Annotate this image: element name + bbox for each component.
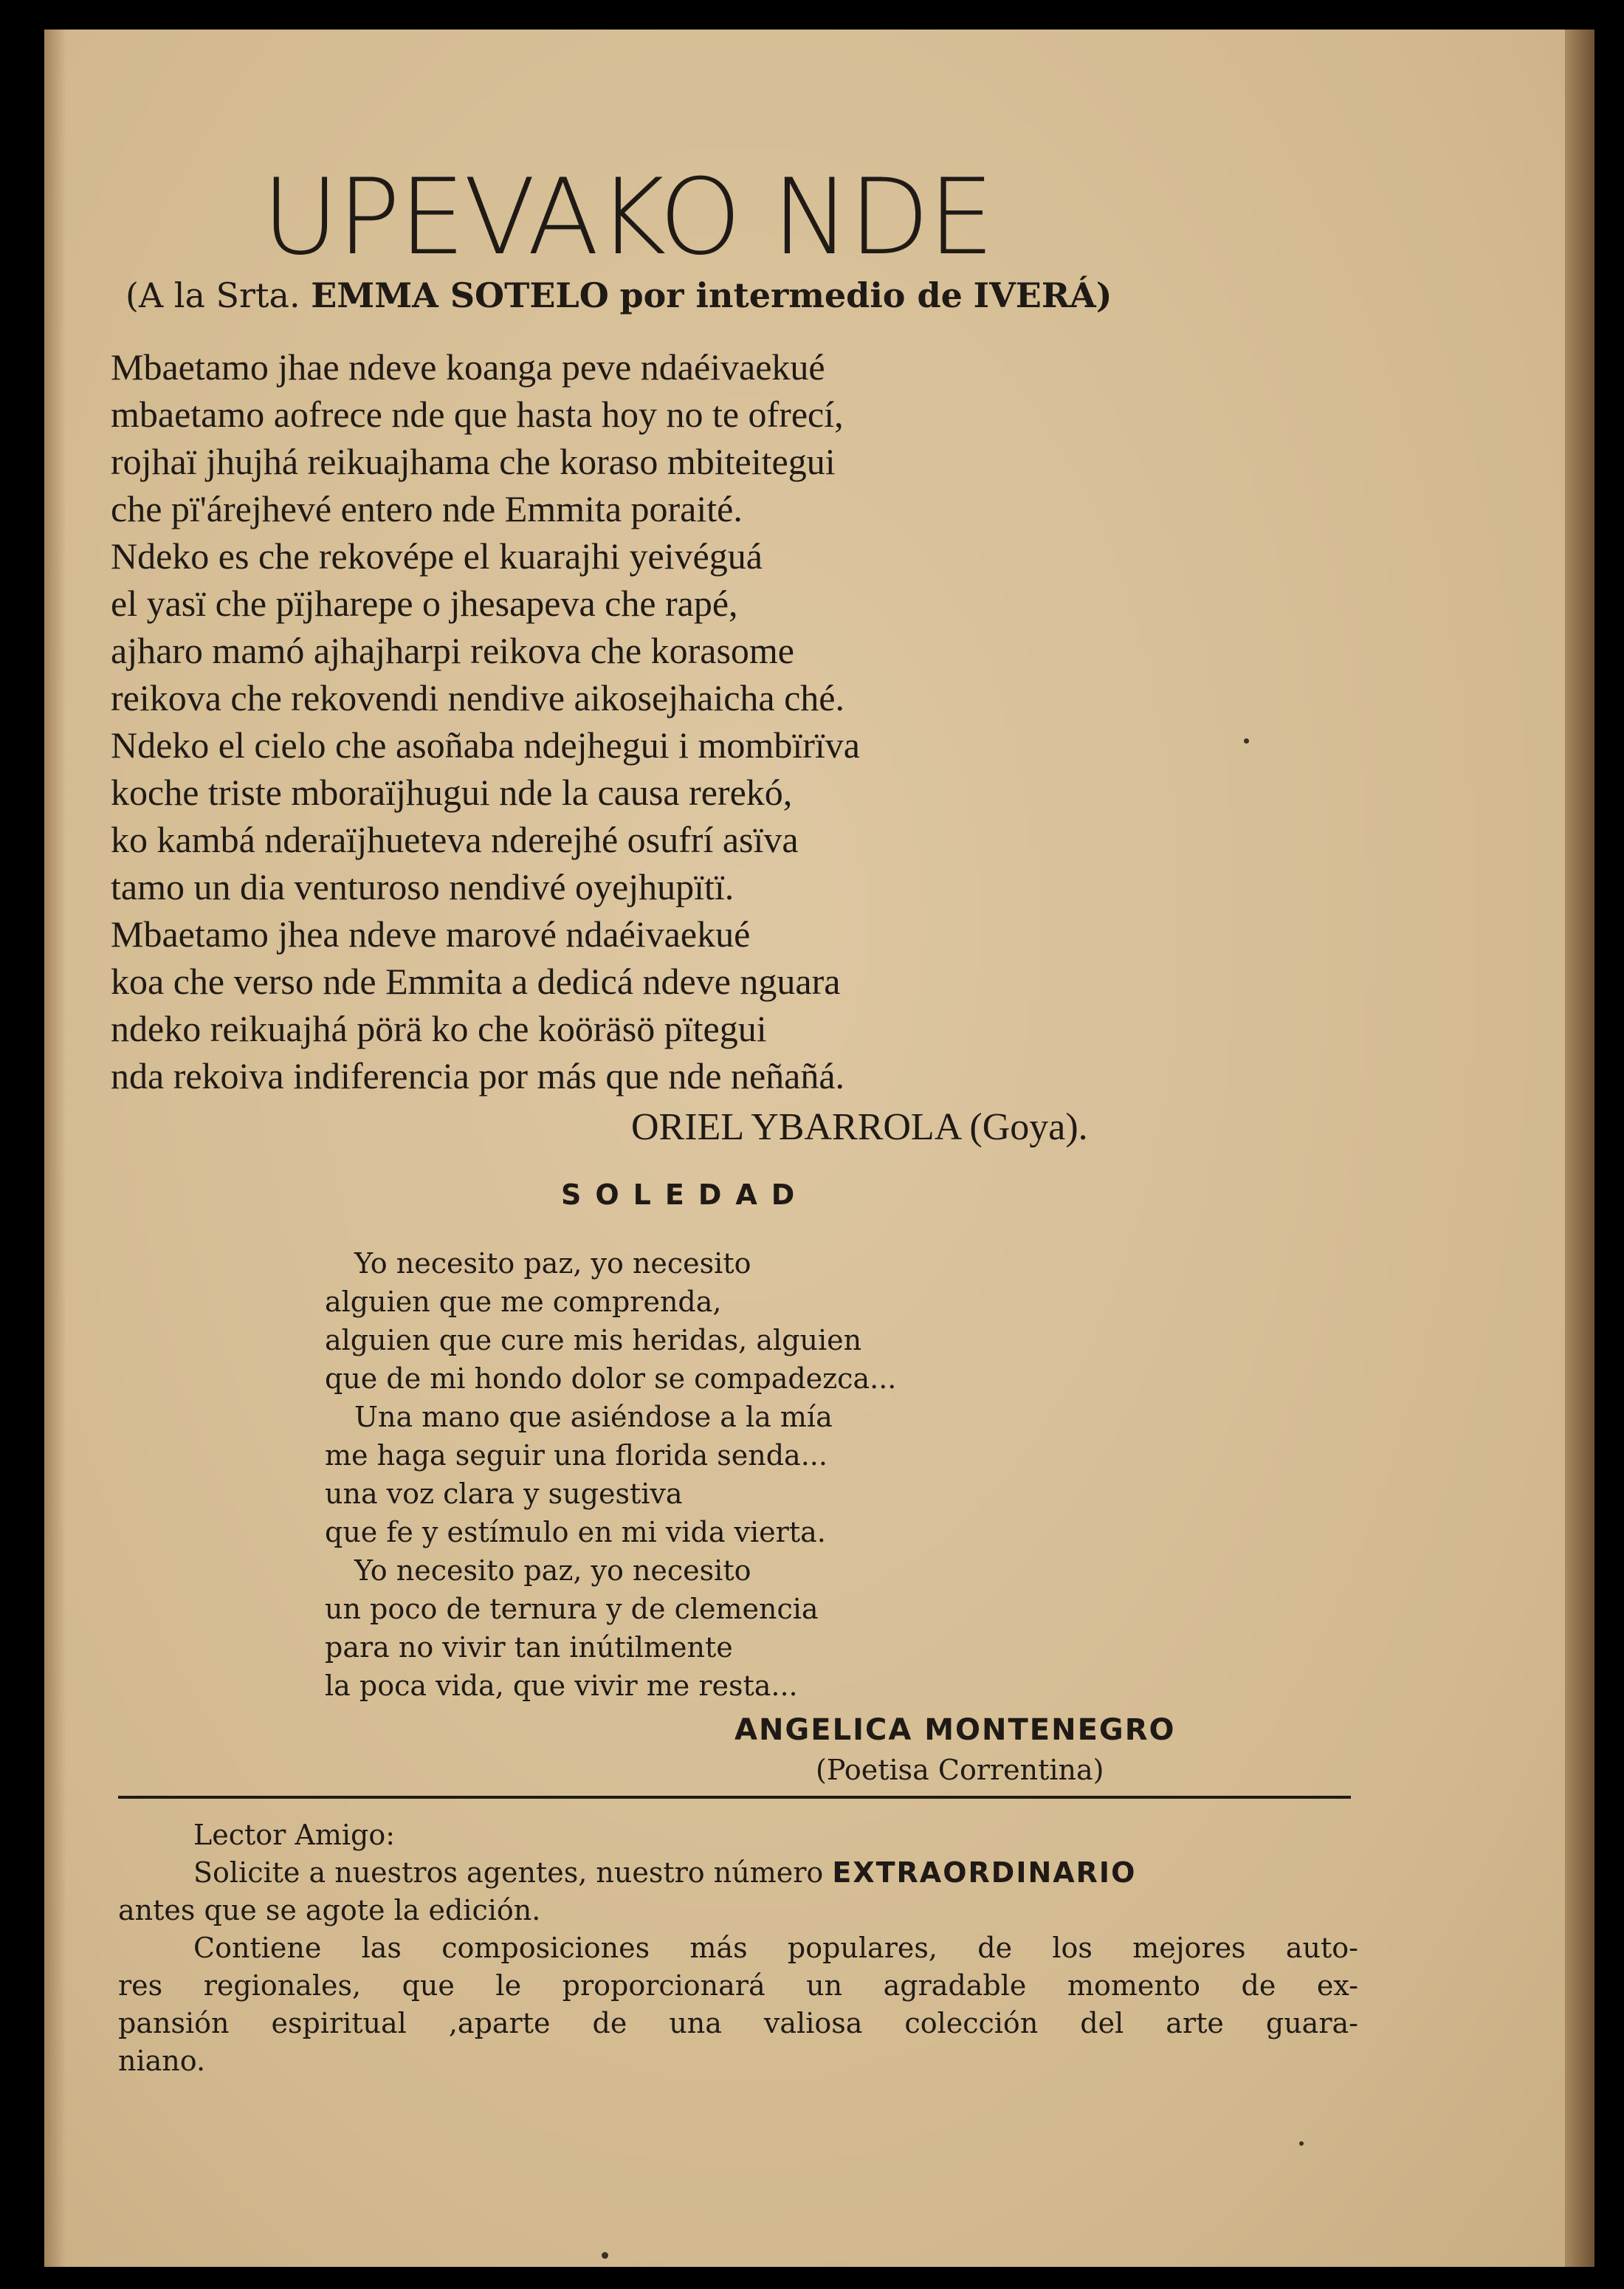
poem2-author-note: (Poetisa Correntina) [816, 1754, 1104, 1786]
poem2-line: Una mano que asiéndose a la mía [354, 1401, 833, 1433]
notice-greeting: Lector Amigo: [193, 1819, 396, 1851]
dedication-middle: por intermedio de [619, 275, 963, 315]
poem-line: rojhaï jhujhá reikuajhama che koraso mbiteitegui [111, 441, 836, 482]
poem-line: reikova che rekovendi nendive aikosejhaicha ché. [111, 677, 844, 718]
paper-speck [602, 2252, 608, 2259]
poem-line: nda rekoiva indiferencia por más que nde neñañá. [111, 1055, 845, 1097]
paper-speck [1244, 738, 1249, 744]
notice-line: Contiene las composiciones más populares, de los mejores auto- [193, 1932, 1358, 1964]
notice-line: pansión espiritual ,aparte de una valiosa colección del arte guara- [118, 2007, 1358, 2039]
poem2-line: alguien que cure mis heridas, alguien [325, 1324, 862, 1356]
dedication-open: (A la Srta. [125, 275, 300, 315]
poem-line: ajharo mamó ajhajharpi reikova che korasome [111, 630, 795, 671]
poem-line: che pï'árejhevé entero nde Emmita poraité. [111, 488, 743, 529]
poem-line: Ndeko es che rekovépe el kuarajhi yeivéguá [111, 535, 763, 577]
poem2-title: SOLEDAD [561, 1178, 809, 1211]
page-gutter-shadow [44, 30, 66, 2267]
poem-line: ko kambá nderaïjhueteva nderejhé osufrí asïva [111, 819, 799, 860]
poem2-line: que fe y estímulo en mi vida vierta. [325, 1516, 826, 1548]
poem-line: koa che verso nde Emmita a dedicá ndeve nguara [111, 961, 841, 1002]
poem-dedication [125, 273, 1307, 318]
notice-line [118, 1854, 1358, 1892]
poem-line: Mbaetamo jhae ndeve koanga peve ndaéivaekué [111, 346, 825, 388]
section-divider [118, 1796, 1351, 1799]
poem-line: mbaetamo aofrece nde que hasta hoy no te ofrecí, [111, 394, 844, 435]
poem-line: Ndeko el cielo che asoñaba ndejhegui i mombïrïva [111, 724, 860, 766]
poem2-line: me haga seguir una florida senda... [325, 1439, 828, 1472]
reader-notice [118, 1816, 1358, 2080]
notice-line: antes que se agote la edición. [118, 1894, 541, 1926]
poem-line: tamo un dia venturoso nendivé oyejhupïtï. [111, 866, 734, 907]
poem-body [111, 343, 1307, 1099]
dedication-name: EMMA SOTELO [311, 275, 609, 315]
poem2-line: para no vivir tan inútilmente [325, 1631, 733, 1664]
poem2-line: la poca vida, que vivir me resta... [325, 1669, 798, 1702]
poem2-body [325, 1244, 1211, 1705]
paper-speck [1299, 2141, 1304, 2146]
book-page [44, 30, 1594, 2267]
poem-line: koche triste mboraïjhugui nde la causa rerekó, [111, 772, 793, 813]
poem2-line: Yo necesito paz, yo necesito [354, 1247, 751, 1280]
dedication-via: IVERÁ) [973, 275, 1112, 315]
notice-line: niano. [118, 2045, 206, 2077]
notice-line: res regionales, que le proporcionará un agradable momento de ex- [118, 1969, 1358, 2002]
poem-line: Mbaetamo jhea ndeve marové ndaéivaekué [111, 913, 751, 955]
poem2-line: un poco de ternura y de clemencia [325, 1593, 819, 1625]
poem-author: ORIEL YBARROLA (Goya). [631, 1106, 1088, 1148]
page-edge [1565, 30, 1594, 2267]
notice-line-text: Solicite a nuestros agentes, nuestro número [193, 1856, 824, 1889]
poem2-line: una voz clara y sugestiva [325, 1478, 683, 1510]
poem2-line: Yo necesito paz, yo necesito [354, 1554, 751, 1587]
poem-title: UPEVAKO NDE [261, 157, 994, 278]
poem-line: ndeko reikuajhá pörä ko che koöräsö pïtegui [111, 1008, 767, 1049]
poem-line: el yasï che pïjharepe o jhesapeva che rapé, [111, 583, 738, 624]
poem2-line: que de mi hondo dolor se compadezca... [325, 1362, 897, 1395]
poem2-line: alguien que me comprenda, [325, 1286, 722, 1318]
notice-extraordinario: EXTRAORDINARIO [832, 1856, 1137, 1889]
poem2-author: ANGELICA MONTENEGRO [734, 1713, 1176, 1747]
